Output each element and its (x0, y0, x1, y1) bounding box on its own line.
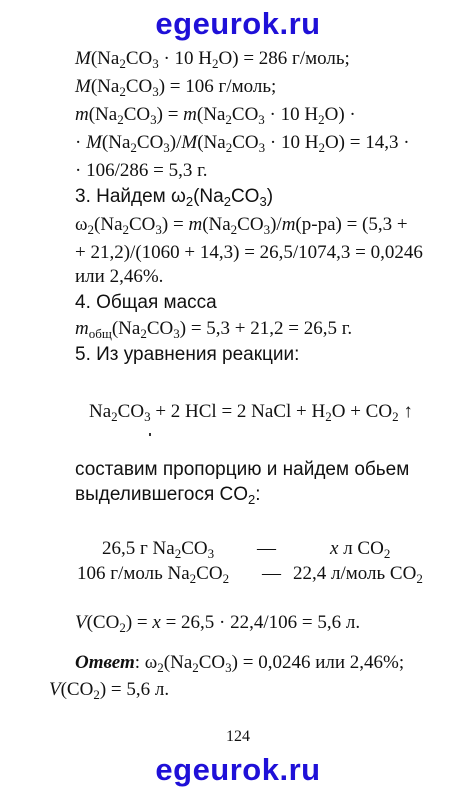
proportion-row-1: 26,5 г $Na_2CO_3$ (102, 538, 215, 561)
total-mass-line: $m_{общ}(Na_2CO_3) = 5,3 + 21,2 = 26,5$ г. (75, 318, 353, 341)
proportion-intro-line-1: составим пропорцию и найдем обьем (75, 459, 410, 480)
fraction-formula-line-3: или 2,46%. (75, 266, 164, 287)
proportion-row-1-right: x л $CO_2$ (330, 538, 391, 561)
mass-formula-line-1: $m(Na_2CO_3) = m(Na_2CO_3 \cdot 10$ $H_2O$) · (75, 104, 356, 127)
answer-line-1: Ответ: $\omega_2(Na_2CO_3) = 0,0246$ или 2,46%; (75, 652, 405, 675)
molar-mass-carbonate-line: $M(Na_2CO_3) = 106$ г/моль; (75, 76, 277, 99)
page-number: 124 (226, 728, 250, 745)
fraction-formula-line-2: + 21,2)/(1060 + 14,3) = 26,5/1074,3 = 0,0246 (75, 242, 423, 263)
step-4-heading: 4. Общая масса (75, 292, 217, 313)
proportion-row-1-dash: — (257, 538, 276, 559)
mass-formula-line-2: · $M(Na_2CO_3)/M(Na_2CO_3 \cdot 10$ $H_2O) = 14,3$ · (75, 132, 410, 155)
mass-formula-line-3: · 106/286 = 5,3 г. (75, 160, 208, 181)
site-footer-logo[interactable]: egeurok.ru (155, 752, 321, 787)
step-3-heading: 3. Найдем $\omega_2(Na_2CO_3)$ (75, 186, 274, 209)
answer-line-2: $V(CO_2) = 5,6$ л. (49, 679, 170, 702)
proportion-row-2: 106 г/моль $Na_2CO_2$ (77, 563, 230, 586)
reaction-equation: $Na_2CO_3 + 2$ HCl = 2 NaCl + $H_2O + CO_2$ ↑ (89, 401, 413, 424)
site-header-logo[interactable]: egeurok.ru (155, 6, 321, 41)
fraction-formula-line-1: $\omega_2(Na_2CO_3) = m(Na_2CO_3)/m(р-ра) = (5,3$ + (75, 214, 408, 237)
scan-mark (149, 433, 151, 436)
proportion-intro-line-2: выделившегося $CO_2$: (75, 484, 261, 507)
proportion-row-2-dash: — (262, 563, 281, 584)
proportion-row-2-right: 22,4 л/моль $CO_2$ (293, 563, 423, 586)
volume-calculation-line: $V(CO_2) = x = 26,5 \cdot 22,4/106 = 5,6$ л. (75, 612, 361, 635)
step-5-heading: 5. Из уравнения реакции: (75, 344, 300, 365)
molar-mass-decahydrate-line: $M(Na_2CO_3 \cdot 10$ $H_2O) = 286$ г/моль; (75, 48, 350, 71)
